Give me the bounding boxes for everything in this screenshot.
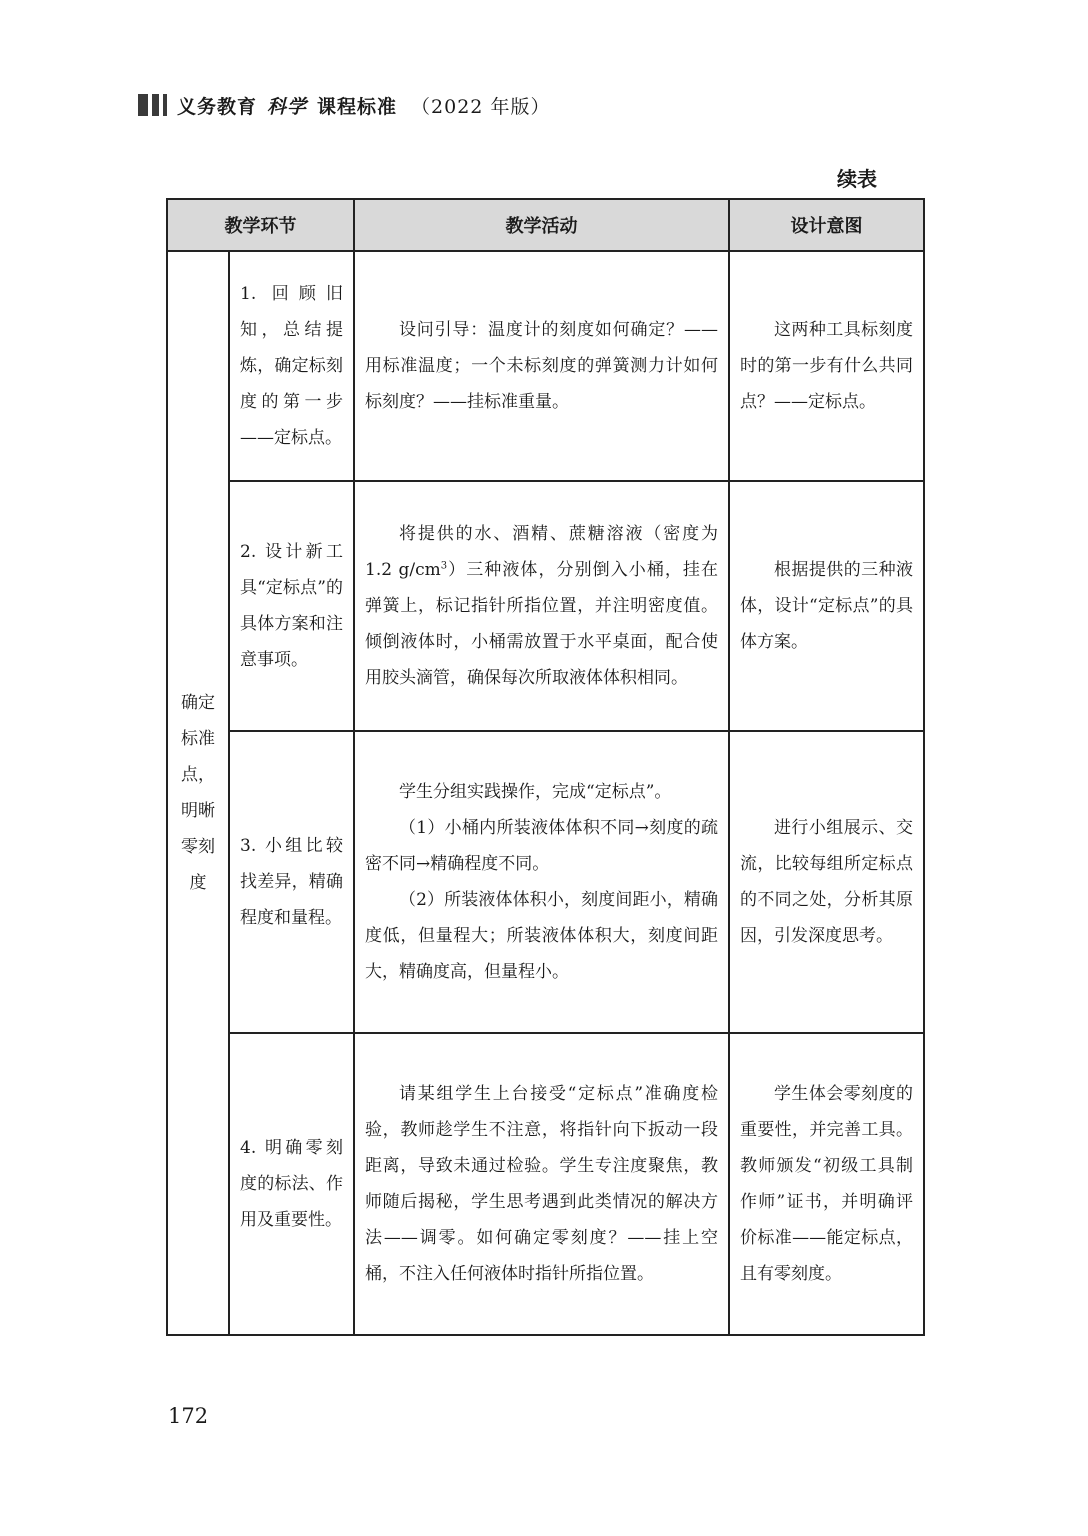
activity-point-2: （2）所装液体体积小，刻度间距小，精确度低，但量程大；所装液体体积大，刻度间距大，精确度高，但量程小。 — [365, 890, 718, 982]
header-activity: 教学活动 — [354, 199, 729, 251]
header-subject: 科学 — [267, 95, 308, 118]
table-row — [167, 731, 924, 1033]
activity-text-pre: 将提供的水、酒精、蔗糖溶液（密度为 1.2 g/cm — [365, 524, 718, 580]
header-edition: （2022 年版） — [411, 95, 551, 118]
table-row — [167, 1033, 924, 1335]
intent-paragraph: 学生体会零刻度的重要性，并完善工具。教师颁发“初级工具制作师”证书，并明确评价标准——能定标点，且有零刻度。 — [740, 1084, 913, 1284]
unit-superscript: 3 — [440, 560, 448, 572]
activity-cell — [354, 731, 729, 1033]
page-number: 172 — [168, 1404, 209, 1428]
activity-paragraph: 学生分组实践操作，完成“定标点”。 — [399, 782, 672, 802]
activity-cell — [354, 251, 729, 481]
activity-cell — [354, 1033, 729, 1335]
table-header-row — [167, 199, 924, 251]
step-cell: 4. 明确零刻度的标法、作用及重要性。 — [229, 1033, 354, 1335]
intent-paragraph: 这两种工具标刻度时的第一步有什么共同点？——定标点。 — [740, 320, 913, 412]
step-cell: 1. 回顾旧知，总结提炼，确定标刻度的第一步——定标点。 — [229, 251, 354, 481]
activity-paragraph — [365, 516, 718, 696]
intent-cell — [729, 251, 924, 481]
header-stage: 教学环节 — [167, 199, 354, 251]
intent-paragraph: 根据提供的三种液体，设计“定标点”的具体方案。 — [740, 560, 913, 652]
running-header — [138, 90, 550, 120]
intent-cell — [729, 481, 924, 731]
header-series: 义务教育 — [177, 95, 258, 118]
activity-cell — [354, 481, 729, 731]
activity-text-post: ）三种液体，分别倒入小桶，挂在弹簧上，标记指针所指位置，并注明密度值。倾倒液体时，小桶需放置于水平桌面，配合使用胶头滴管，确保每次所取液体体积相同。 — [365, 560, 718, 688]
intent-paragraph: 进行小组展示、交流，比较每组所定标点的不同之处，分析其原因，引发深度思考。 — [740, 818, 913, 946]
table-row — [167, 251, 924, 481]
continued-label: 续表 — [837, 167, 877, 191]
lesson-table — [166, 198, 925, 1336]
table-row — [167, 481, 924, 731]
intent-cell — [729, 1033, 924, 1335]
header-intent: 设计意图 — [729, 199, 924, 251]
step-cell: 2. 设计新工具“定标点”的具体方案和注意事项。 — [229, 481, 354, 731]
intent-cell — [729, 731, 924, 1033]
activity-paragraph: 设问引导：温度计的刻度如何确定？——用标准温度；一个未标刻度的弹簧测力计如何标刻度？——挂标准重量。 — [365, 320, 718, 412]
header-bars-icon — [138, 94, 167, 116]
stage-cell — [167, 251, 229, 1335]
header-title: 课程标准 — [317, 95, 398, 118]
activity-point-1: （1）小桶内所装液体体积不同→刻度的疏密不同→精确程度不同。 — [365, 818, 718, 874]
activity-paragraph: 请某组学生上台接受“定标点”准确度检验，教师趁学生不注意，将指针向下扳动一段距离，导致未通过检验。学生专注度聚焦，教师随后揭秘，学生思考遇到此类情况的解决方法——调零。如何确定零刻度？——挂上空桶，不注入任何液体时指针所指位置。 — [365, 1084, 718, 1284]
stage-label: 确定标准点，明晰零刻度 — [181, 693, 215, 893]
step-cell: 3. 小组比较找差异，精确程度和量程。 — [229, 731, 354, 1033]
